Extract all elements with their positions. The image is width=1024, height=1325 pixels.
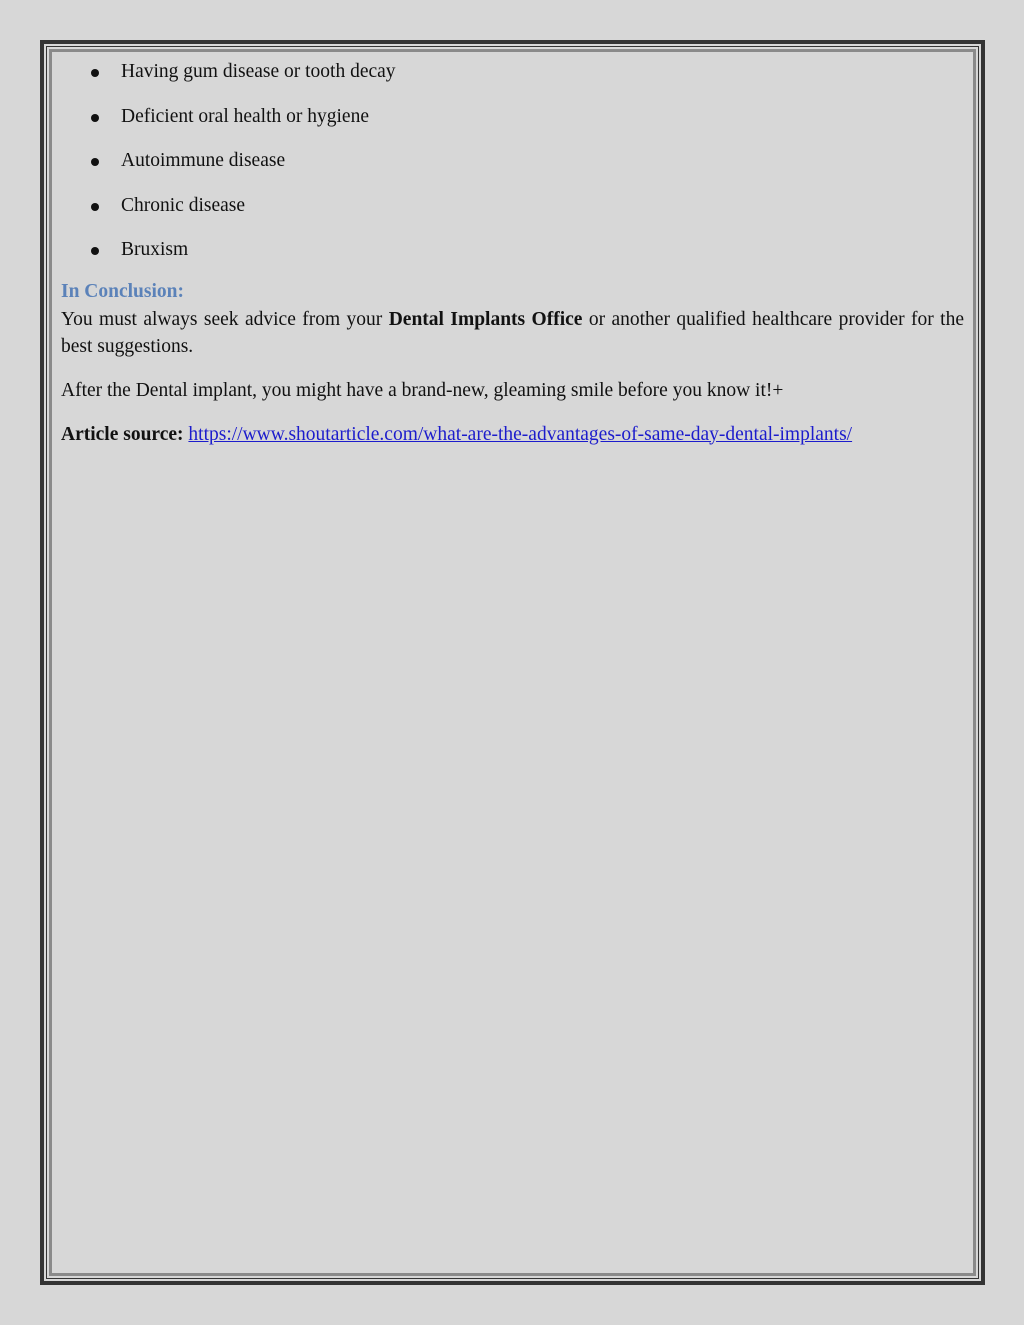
conclusion-paragraph	[61, 306, 964, 360]
article-source-link[interactable]: https://www.shoutarticle.com/what-are-the-advantages-of-same-day-dental-implants/	[188, 423, 853, 445]
list-item	[61, 58, 964, 85]
article-source-line	[61, 421, 964, 448]
list-item-text: Deficient oral health or hygiene	[121, 105, 369, 127]
article-source-label: Article source:	[61, 423, 184, 445]
bullet-icon	[91, 203, 99, 211]
closing-paragraph: After the Dental implant, you might have a brand-new, gleaming smile before you know it!+	[61, 379, 784, 401]
page-content	[61, 58, 964, 448]
list-item-text: Autoimmune disease	[121, 150, 286, 171]
conclusion-heading: In Conclusion:	[61, 280, 184, 302]
bullet-icon	[91, 247, 99, 255]
list-item-text: Chronic disease	[121, 194, 246, 216]
risk-factor-list	[61, 58, 964, 263]
dental-implants-office-emphasis: Dental Implants Office	[388, 308, 583, 330]
list-item	[61, 192, 964, 219]
list-item	[61, 103, 964, 130]
conclusion-text-start: You must always seek advice from your	[61, 308, 389, 330]
list-item-text: Having gum disease or tooth decay	[121, 61, 396, 82]
list-item	[61, 147, 964, 174]
list-item	[61, 236, 964, 263]
list-item-text: Bruxism	[121, 239, 189, 260]
conclusion-text-end: or another qualified healthcare provider for the best suggestions.	[61, 308, 965, 357]
bullet-icon	[91, 114, 99, 122]
bullet-icon	[91, 69, 99, 77]
bullet-icon	[91, 158, 99, 166]
